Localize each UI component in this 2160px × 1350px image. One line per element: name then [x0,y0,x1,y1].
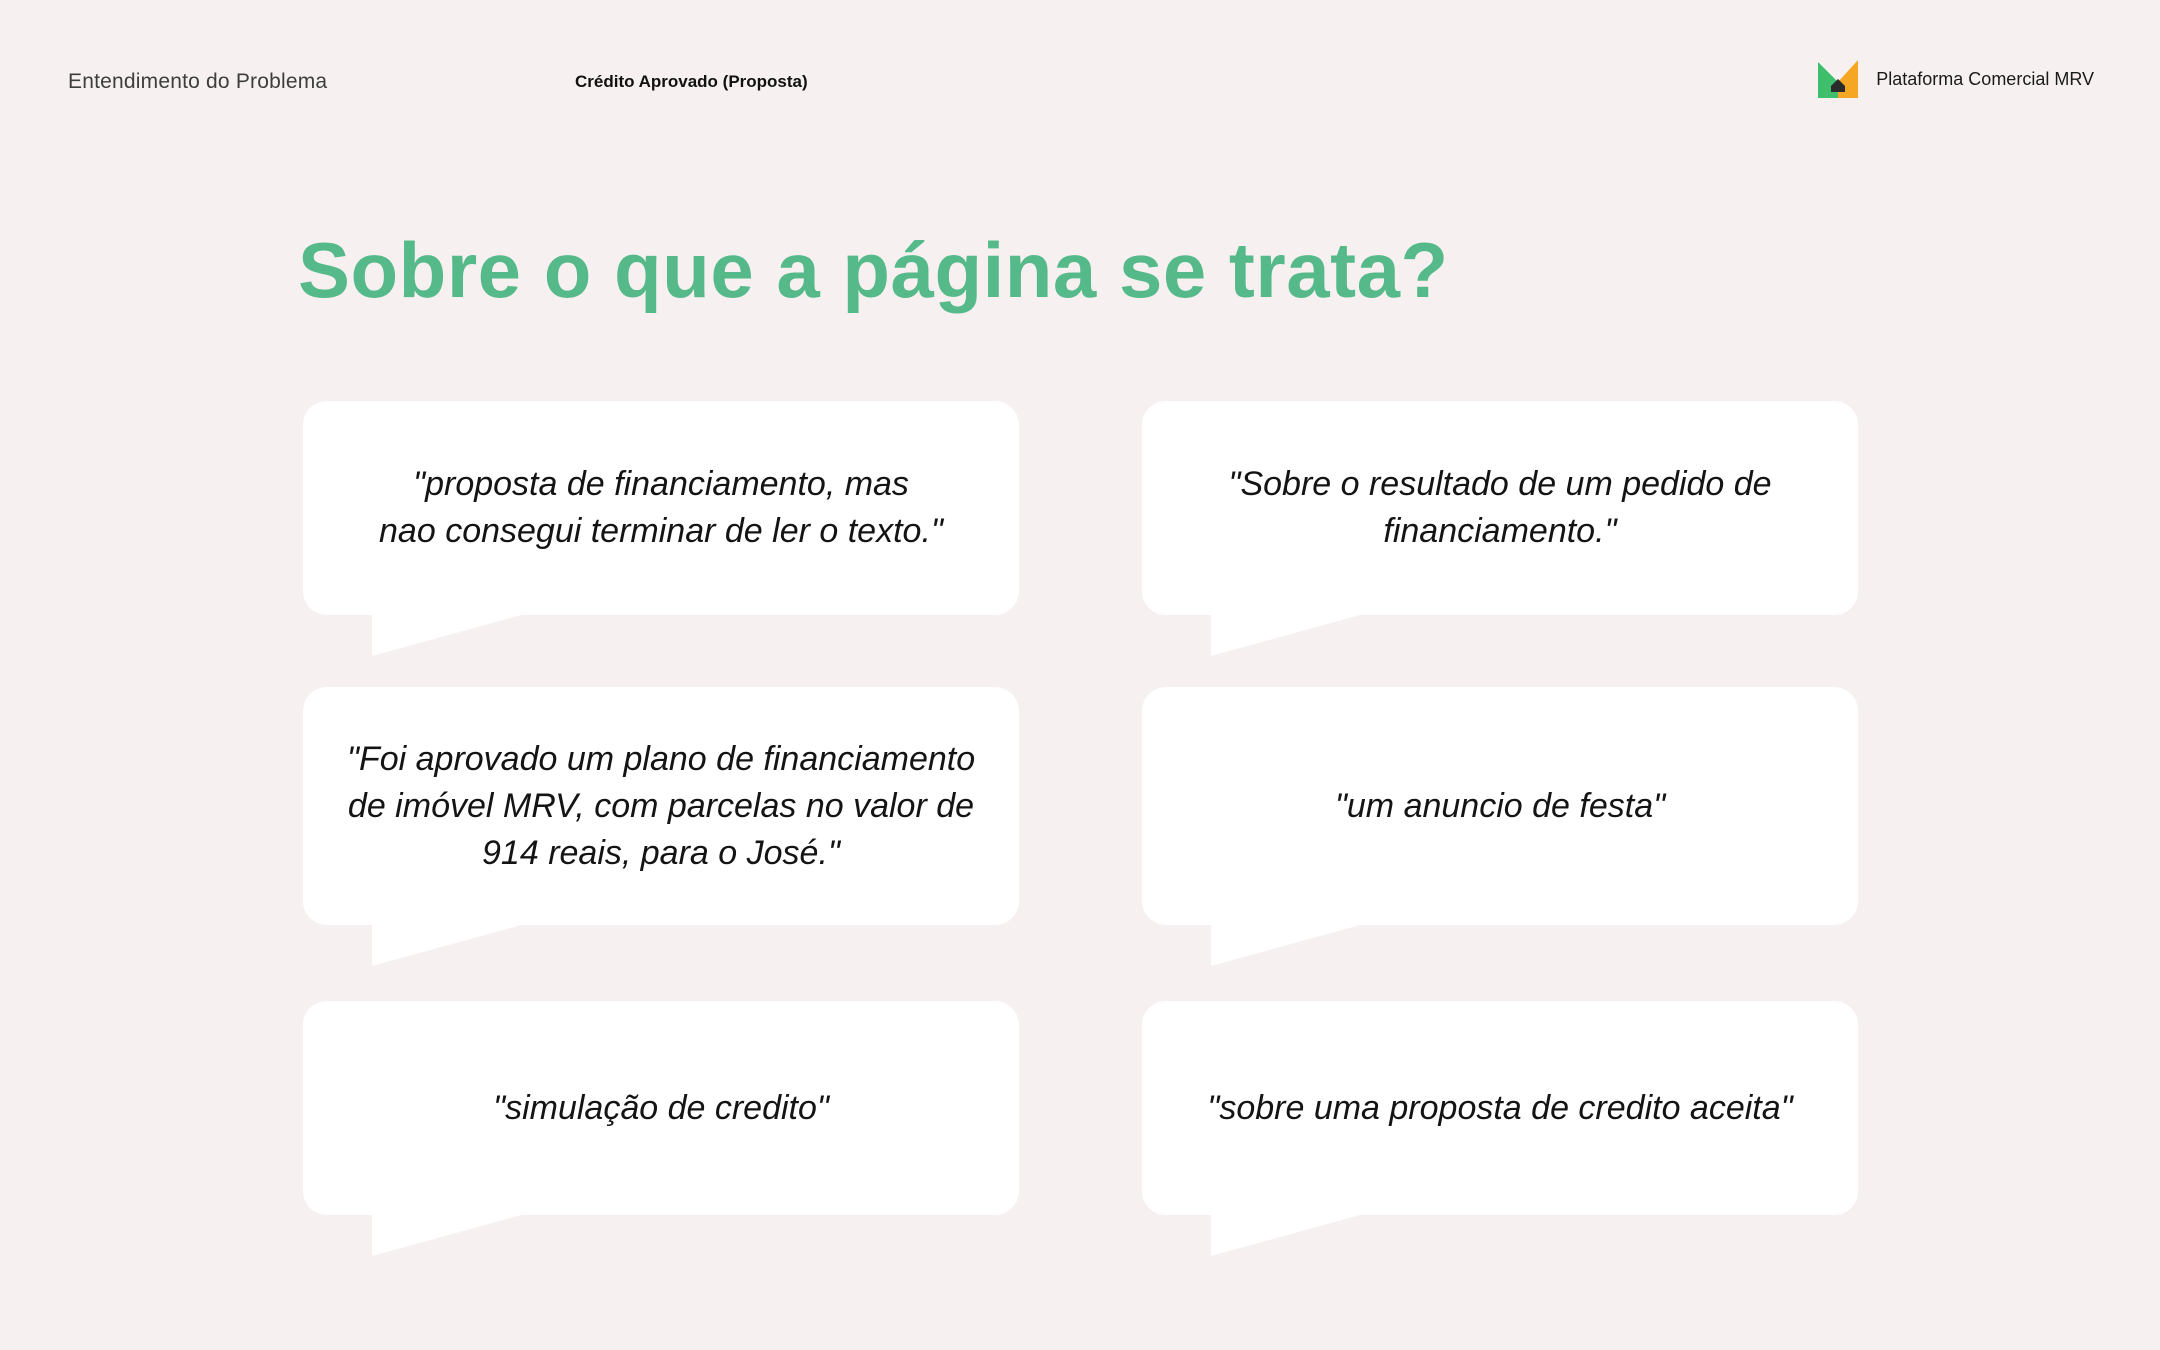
speech-bubble-tail [1211,612,1371,656]
quote-bubble [303,401,1019,615]
quote-text: "proposta de financiamento, mas nao consegui terminar de ler o texto." [379,465,943,550]
quote-text: "sobre uma proposta de credito aceita" [1207,1088,1793,1127]
header-section-label: Entendimento do Problema [68,70,328,93]
speech-bubble-tail [1211,922,1371,966]
brand [1818,60,2094,98]
quote-text: "Foi aprovado um plano de financiamento de imóvel MRV, com parcelas no valor de 914 reais, para o José." [346,739,976,872]
quote-bubble [303,687,1019,925]
quote-text: "simulação de credito" [493,1088,829,1127]
speech-bubble-tail [1211,1212,1371,1256]
mrv-logo-icon [1818,60,1858,98]
speech-bubble-tail [372,922,532,966]
page-title: Sobre o que a página se trata? [298,226,1449,314]
header-screen-label: Crédito Aprovado (Proposta) [575,72,808,91]
brand-name: Plataforma Comercial MRV [1876,68,2094,89]
quote-text: "um anuncio de festa" [1334,786,1666,825]
quote-bubble [1142,401,1858,615]
quote-bubble [1142,1001,1858,1215]
quote-bubble [1142,687,1858,925]
quote-text: "Sobre o resultado de um pedido de financiamento." [1228,465,1772,550]
speech-bubble-tail [372,612,532,656]
speech-bubble-tail [372,1212,532,1256]
quote-bubble [303,1001,1019,1215]
